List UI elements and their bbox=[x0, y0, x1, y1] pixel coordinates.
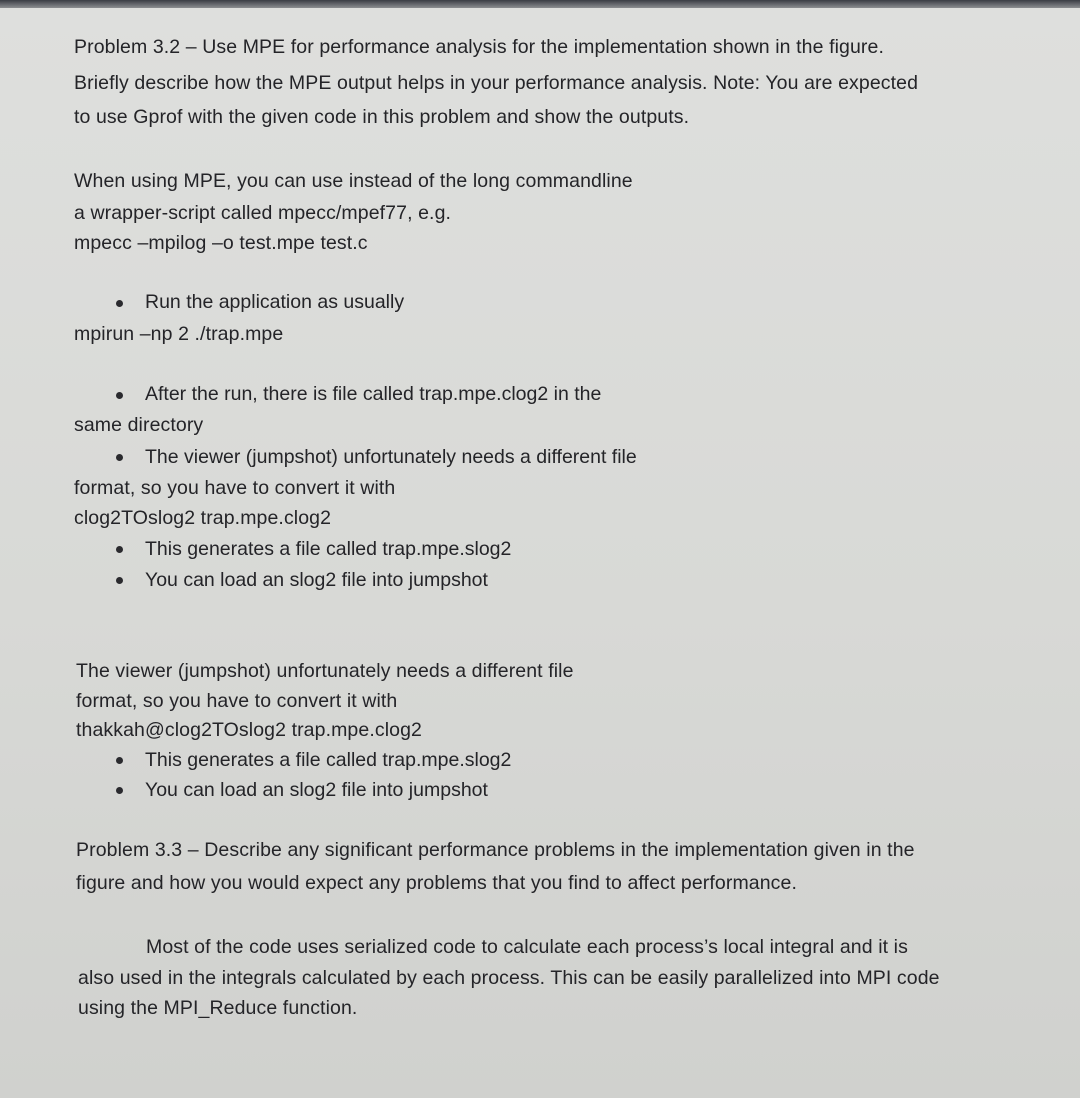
viewer-bullet-1: This generates a file called trap.mpe.slog2 bbox=[145, 749, 512, 771]
after-run-command: clog2TOslog2 trap.mpe.clog2 bbox=[74, 507, 332, 529]
bullet-dot bbox=[116, 392, 123, 399]
bullet-dot bbox=[116, 454, 123, 461]
problem-3-2-line-2: Briefly describe how the MPE output helps in your performance analysis. Note: You are expected bbox=[74, 72, 919, 94]
after-run-bullet-1-cont: same directory bbox=[74, 414, 204, 436]
run-command: mpirun –np 2 ./trap.mpe bbox=[74, 323, 284, 345]
problem-3-2-line-3: to use Gprof with the given code in this problem and show the outputs. bbox=[74, 106, 690, 128]
bullet-dot bbox=[116, 757, 123, 764]
problem-3-2-line-1: Problem 3.2 – Use MPE for performance analysis for the implementation shown in the figure. bbox=[74, 36, 884, 58]
viewer-line-1: The viewer (jumpshot) unfortunately needs a different file bbox=[76, 660, 574, 682]
after-run-bullet-2-cont: format, so you have to convert it with bbox=[74, 477, 396, 499]
intro-line-1: When using MPE, you can use instead of the long commandline bbox=[74, 170, 633, 192]
bullet-dot bbox=[116, 300, 123, 307]
intro-line-2: a wrapper-script called mpecc/mpef77, e.g. bbox=[74, 202, 452, 224]
viewer-command: thakkah@clog2TOslog2 trap.mpe.clog2 bbox=[76, 719, 422, 741]
problem-3-3-line-2: figure and how you would expect any problems that you find to affect performance. bbox=[76, 872, 797, 894]
after-run-sub-bullet-1: This generates a file called trap.mpe.slog2 bbox=[145, 538, 512, 560]
bullet-dot bbox=[116, 787, 123, 794]
photo-top-edge bbox=[0, 0, 1080, 8]
viewer-bullet-2: You can load an slog2 file into jumpshot bbox=[145, 779, 488, 801]
intro-line-3: mpecc –mpilog –o test.mpe test.c bbox=[74, 232, 368, 254]
run-bullet-text: Run the application as usually bbox=[145, 291, 405, 313]
bullet-dot bbox=[116, 546, 123, 553]
document-page bbox=[0, 8, 1080, 1098]
answer-line-3: using the MPI_Reduce function. bbox=[78, 997, 358, 1019]
answer-line-2: also used in the integrals calculated by each process. This can be easily parallelized into MPI code bbox=[78, 967, 940, 989]
after-run-bullet-2: The viewer (jumpshot) unfortunately needs a different file bbox=[145, 446, 637, 468]
after-run-bullet-1: After the run, there is file called trap.mpe.clog2 in the bbox=[145, 383, 602, 405]
answer-line-1: Most of the code uses serialized code to calculate each process’s local integral and it is bbox=[146, 936, 908, 958]
viewer-line-2: format, so you have to convert it with bbox=[76, 690, 398, 712]
bullet-dot bbox=[116, 577, 123, 584]
problem-3-3-line-1: Problem 3.3 – Describe any significant performance problems in the implementation given in the bbox=[76, 839, 915, 861]
after-run-sub-bullet-2: You can load an slog2 file into jumpshot bbox=[145, 569, 488, 591]
